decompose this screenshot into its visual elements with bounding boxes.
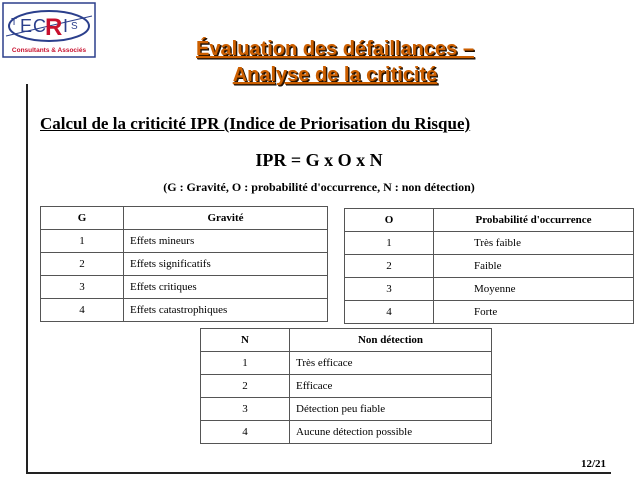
table-row xyxy=(201,375,492,398)
logo-letter-t: T xyxy=(11,17,18,28)
detection-value: 4 xyxy=(201,421,290,444)
table-row xyxy=(345,232,634,255)
tecris-logo xyxy=(2,2,96,58)
table-header-row xyxy=(345,209,634,232)
gravity-col-label: Gravité xyxy=(124,207,328,230)
occurrence-label: Très faible xyxy=(434,232,634,255)
table-row xyxy=(41,299,328,322)
occurrence-value: 3 xyxy=(345,278,434,301)
gravity-value: 1 xyxy=(41,230,124,253)
table-row xyxy=(201,398,492,421)
page-number: 12/21 xyxy=(580,458,606,470)
detection-label: Efficace xyxy=(290,375,492,398)
detection-value: 2 xyxy=(201,375,290,398)
gravity-label: Effets significatifs xyxy=(124,253,328,276)
slide-title-line1: Évaluation des défaillances – xyxy=(196,38,474,60)
gravity-value: 2 xyxy=(41,253,124,276)
gravity-value: 3 xyxy=(41,276,124,299)
vertical-divider xyxy=(26,84,28,474)
occurrence-label: Faible xyxy=(434,255,634,278)
table-header-row xyxy=(41,207,328,230)
gravity-label: Effets catastrophiques xyxy=(124,299,328,322)
detection-col-n: N xyxy=(201,329,290,352)
occurrence-value: 4 xyxy=(345,301,434,324)
logo-tagline: Consultants & Associés xyxy=(11,47,87,54)
slide-title-line2: Analyse de la criticité xyxy=(232,64,438,86)
gravity-label: Effets mineurs xyxy=(124,230,328,253)
table-row xyxy=(201,352,492,375)
gravity-value: 4 xyxy=(41,299,124,322)
section-subtitle: Calcul de la criticité IPR (Indice de Priorisation du Risque) xyxy=(40,114,471,133)
gravity-table xyxy=(40,206,328,322)
horizontal-divider xyxy=(26,472,611,474)
table-row xyxy=(41,253,328,276)
table-row xyxy=(41,230,328,253)
occurrence-col-label: Probabilité d'occurrence xyxy=(434,209,634,232)
table-row xyxy=(345,301,634,324)
gravity-label: Effets critiques xyxy=(124,276,328,299)
occurrence-value: 1 xyxy=(345,232,434,255)
table-row xyxy=(201,421,492,444)
detection-label: Aucune détection possible xyxy=(290,421,492,444)
occurrence-label: Forte xyxy=(434,301,634,324)
logo-letter-c: C xyxy=(33,16,46,36)
table-row xyxy=(345,255,634,278)
table-row xyxy=(41,276,328,299)
detection-value: 1 xyxy=(201,352,290,375)
occurrence-col-o: O xyxy=(345,209,434,232)
gravity-col-g: G xyxy=(41,207,124,230)
detection-label: Détection peu fiable xyxy=(290,398,492,421)
occurrence-table xyxy=(344,208,634,324)
logo-letter-s: S xyxy=(71,21,78,32)
table-header-row xyxy=(201,329,492,352)
logo-letter-e: E xyxy=(20,16,33,36)
detection-table xyxy=(200,328,492,444)
detection-col-label: Non détection xyxy=(290,329,492,352)
occurrence-value: 2 xyxy=(345,255,434,278)
occurrence-label: Moyenne xyxy=(434,278,634,301)
detection-value: 3 xyxy=(201,398,290,421)
ipr-formula: IPR = G x O x N xyxy=(255,150,383,170)
logo-letter-i: I xyxy=(63,16,69,36)
formula-legend: (G : Gravité, O : probabilité d'occurrence, N : non détection) xyxy=(163,180,475,194)
logo-letter-r: R xyxy=(45,14,63,41)
table-row xyxy=(345,278,634,301)
detection-label: Très efficace xyxy=(290,352,492,375)
